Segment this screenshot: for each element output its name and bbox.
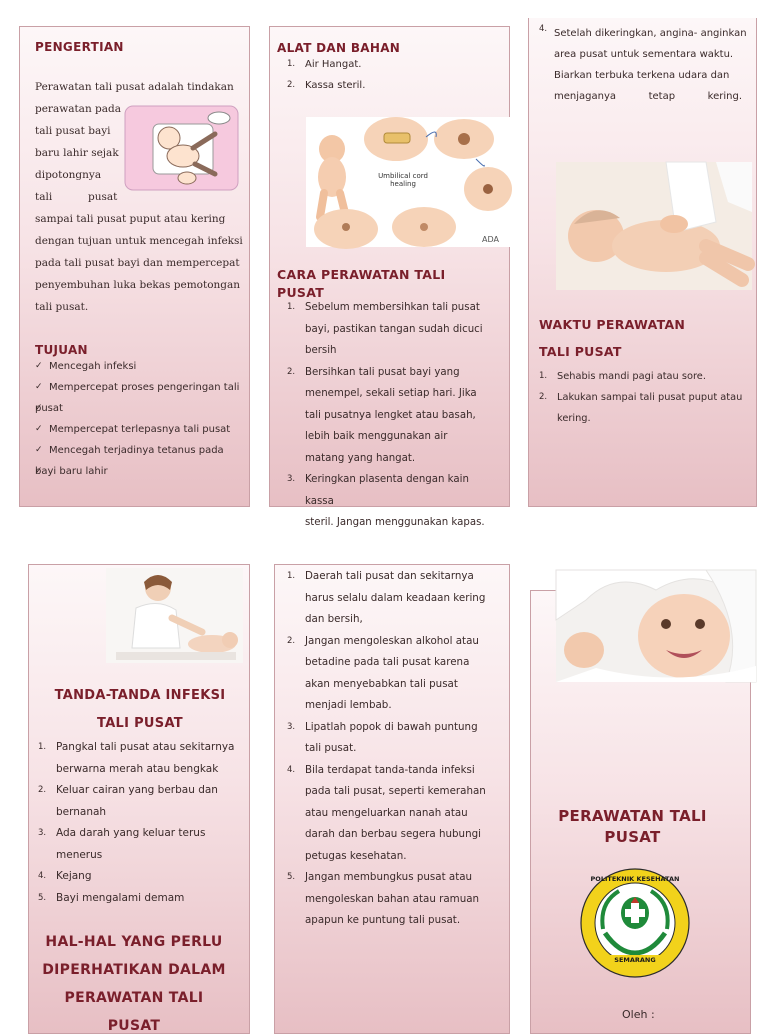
logo-bottom-text: SEMARANG xyxy=(614,956,656,964)
panel-waktu xyxy=(528,18,757,507)
baby-lying-photo xyxy=(556,162,752,290)
list-line: bayi, pastikan tangan sudah dicuci xyxy=(305,323,483,335)
cara-title-line1: CARA PERAWATAN TALI xyxy=(277,267,446,282)
list-line: kering. xyxy=(557,413,591,424)
pengertian-line: penyembuhan luka bekas pemotongan xyxy=(35,279,241,291)
list-item: ✓ bayi baru lahir xyxy=(35,461,245,482)
list-item xyxy=(287,566,502,631)
item4-line: area pusat untuk sementara waktu. xyxy=(554,49,734,60)
cover-title-line2: PUSAT xyxy=(604,828,661,846)
list-line: Jangan mengoleskan alkohol atau xyxy=(305,634,479,647)
pengertian-line: tali xyxy=(35,191,53,203)
panel-infeksi xyxy=(28,564,250,1034)
list-line: berwarna merah atau bengkak xyxy=(56,762,219,775)
list-line: Jangan membungkus pusat atau xyxy=(305,871,473,883)
list-item: ✓ Mempercepat terlepasnya tali pusat xyxy=(35,419,245,440)
list-line: Sebelum membersihkan tali pusat xyxy=(305,302,480,313)
list-item: ✓ Mempercepat proses pengeringan tali xyxy=(35,377,245,398)
pengertian-line: perawatan pada xyxy=(35,103,122,115)
item4-line: menjaganya tetap kering. xyxy=(554,91,742,102)
list-item xyxy=(38,780,243,823)
baby-bath-illustration xyxy=(123,104,240,192)
image-caption: Umbilical cord healing xyxy=(378,172,428,188)
list-item xyxy=(539,387,749,429)
list-item xyxy=(287,760,502,868)
list-item xyxy=(287,297,491,362)
pengertian-line: baru lahir sejak xyxy=(35,147,119,159)
list-line: Sehabis mandi pagi atau sore. xyxy=(557,371,706,382)
list-item: ✓ pusat xyxy=(35,398,245,419)
list-line: Keringkan plasenta dengan kain kassa xyxy=(305,474,469,507)
list-item xyxy=(539,366,749,387)
poltekkes-semarang-logo xyxy=(579,867,691,979)
alat-title: ALAT DAN BAHAN xyxy=(277,41,401,55)
list-line: apapun ke puntung tali pusat. xyxy=(305,914,461,926)
waktu-title-line1: WAKTU PERAWATAN xyxy=(539,317,686,332)
panel-pengertian xyxy=(19,26,250,507)
list-item xyxy=(287,362,491,470)
list-line: Daerah tali pusat dan sekitarnya xyxy=(305,570,474,582)
item4-line: Biarkan terbuka terkena udara dan xyxy=(554,70,730,81)
list-item xyxy=(287,867,502,932)
list-line: steril. Jangan menggunakan kapas. xyxy=(305,517,485,528)
pengertian-line: pada tali pusat bayi dan mempercepat xyxy=(35,257,240,269)
panel-perhatian xyxy=(274,564,510,1034)
list-line: Bila terdapat tanda-tanda infeksi xyxy=(305,763,475,776)
list-item xyxy=(38,866,243,888)
list-line: matang yang hangat. xyxy=(305,452,416,464)
list-item: Air Hangat. xyxy=(305,59,362,70)
pengertian-line: sampai tali pusat puput atau kering xyxy=(35,213,226,225)
list-line: Kejang xyxy=(56,870,92,882)
list-item xyxy=(38,737,243,780)
waktu-title-line2: TALI PUSAT xyxy=(539,344,622,359)
image-brand: ADA xyxy=(482,235,499,244)
list-line: harus selalu dalam keadaan kering xyxy=(305,591,486,604)
umbilical-cord-healing-image xyxy=(306,117,510,247)
list-line: darah dan berbau segera hubungi xyxy=(305,828,482,840)
infeksi-title-line1: TANDA-TANDA INFEKSI xyxy=(54,688,226,703)
list-item: Kassa steril. xyxy=(305,80,366,91)
pengertian-line: tali pusat bayi xyxy=(35,125,111,137)
list-line: menerus xyxy=(56,848,103,861)
list-line: Lipatlah popok di bawah puntung xyxy=(305,720,478,733)
list-line: tali pusat. xyxy=(305,742,357,754)
item4-line: Setelah dikeringkan, angina- anginkan xyxy=(554,28,747,39)
perhatian-list xyxy=(287,566,502,932)
list-line: bernanah xyxy=(56,805,107,818)
infeksi-list xyxy=(38,737,243,909)
list-item xyxy=(287,717,502,760)
pengertian-title: PENGERTIAN xyxy=(35,40,124,54)
list-line: Pangkal tali pusat atau sekitarnya xyxy=(56,741,235,753)
cara-title-line2: PUSAT xyxy=(277,285,325,300)
list-line: tali pusatnya lengket atau basah, xyxy=(305,409,476,421)
list-item xyxy=(287,631,502,717)
smiling-baby-photo xyxy=(556,570,756,682)
list-line: Keluar cairan yang berbau dan xyxy=(56,784,218,796)
list-line: Ada darah yang keluar terus xyxy=(56,827,206,839)
list-line: akan menyebabkan tali pusat xyxy=(305,677,458,690)
list-line: menempel, sekali setiap hari. Jika xyxy=(305,388,477,399)
list-line: Lakukan sampai tali pusat puput atau xyxy=(557,392,743,403)
pengertian-line: dipotongnya xyxy=(35,169,102,181)
list-item xyxy=(38,823,243,866)
item4-number: 4. xyxy=(539,24,548,34)
list-item: ✓ Mencegah infeksi xyxy=(35,356,245,377)
pengertian-line: pusat xyxy=(88,191,118,203)
cara-list xyxy=(287,297,491,534)
list-line: menjadi lembab. xyxy=(305,699,392,711)
list-line: petugas kesehatan. xyxy=(305,849,407,862)
list-item xyxy=(38,888,243,910)
hal-title-line: HAL-HAL YANG PERLU xyxy=(45,934,223,950)
hal-title-line: DIPERHATIKAN DALAM xyxy=(42,962,226,978)
hal-title-line: PUSAT xyxy=(107,1018,161,1034)
list-line: mengoleskan bahan atau ramuan xyxy=(305,892,480,905)
list-line: bersih xyxy=(305,345,337,356)
mother-baby-photo xyxy=(106,568,243,663)
pengertian-line: dengan tujuan untuk mencegah infeksi xyxy=(35,235,243,247)
waktu-list xyxy=(539,366,749,429)
cover-title-line1: PERAWATAN TALI xyxy=(558,807,707,825)
oleh-label: Oleh : xyxy=(622,1008,655,1021)
tujuan-title: TUJUAN xyxy=(35,343,88,357)
list-line: Bayi mengalami demam xyxy=(56,891,185,904)
list-item: ✓ Mencegah terjadinya tetanus pada xyxy=(35,440,245,461)
list-line: betadine pada tali pusat karena xyxy=(305,656,470,668)
list-line: Bersihkan tali pusat bayi yang xyxy=(305,366,460,378)
hal-title-line: PERAWATAN TALI xyxy=(64,990,204,1006)
panel-alat-cara xyxy=(269,26,510,528)
pengertian-line: Perawatan tali pusat adalah tindakan xyxy=(35,81,234,93)
list-line: lebih baik menggunakan air xyxy=(305,431,448,442)
tujuan-list xyxy=(35,356,245,482)
alat-list xyxy=(287,54,365,96)
list-item xyxy=(287,469,491,534)
logo-top-text: POLITEKNIK KESEHATAN xyxy=(590,875,680,883)
list-line: dan bersih, xyxy=(305,613,363,625)
list-line: pada tali pusat, seperti kemerahan xyxy=(305,785,486,797)
list-line: atau mengeluarkan nanah atau xyxy=(305,806,468,819)
infeksi-title-line2: TALI PUSAT xyxy=(97,716,183,731)
pengertian-line: tali pusat. xyxy=(35,301,89,313)
